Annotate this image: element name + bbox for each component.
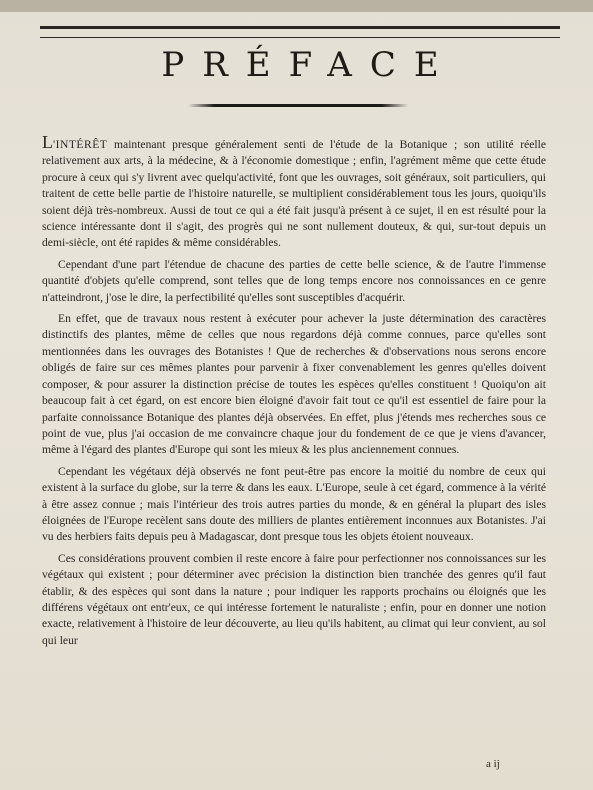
page-top-edge (0, 0, 593, 12)
lead-word: 'INTÉRÊT (53, 138, 108, 151)
paragraph-3: En effet, que de travaux nous restent à exécuter pour achever la juste détermination des caractères distinctifs des plantes, même de celles que nous regardons déjà comme connues, parce qu'elles sont mentionnées dans les ouvrages des Botanistes ! Que de recherches & d'observations nous serons encore obligés de faire sur ces mêmes plantes pour parvenir à fixer convenablement les genres qu'elles doivent composer, & pour assurer la distinction précise de toutes les espèces qu'elles constituent ! Quoiqu'on ait beaucoup fait à cet égard, on est encore bien éloigné d'avoir fait tout ce qu'il est essentiel de faire pour la parfaite connoissance Botanique des plantes déjà observées. En effet, plus j'étends mes recherches sous ce point de vue, plus j'ai occasion de me convaincre chaque jour du fondement de ce que je viens d'avancer, même à l'égard des plantes d'Europe qui sont les mieux & les plus anciennement connues. (42, 312, 546, 457)
paragraph-1-text: maintenant presque généralement senti de l'étude de la Botanique ; son utilité réelle relativement aux arts, à la médecine, & à l'économie domestique ; enfin, l'agrément même que cette étude procure à ceux qui s'y livrent avec quelqu'activité, font que les ouvrages, soit généraux, soit particuliers, qui traitent de cette belle partie de l'histoire naturelle, se multiplient considérablement tous les jours, quoiqu'ils soient déjà très-nombreux. Aussi de tout ce qui a été fait jusqu'à présent à ce sujet, il en est résulté pour la science intéressante dont il s'agit, des progrès qui ne sont nullement douteux, & qui, sur-tout depuis un demi-siècle, ont été rapides & même considérables. (42, 138, 546, 250)
lead-letter: L (42, 132, 53, 152)
title-ornament-rule (188, 104, 408, 107)
page-title: PRÉFACE (161, 45, 457, 85)
paragraph-5: Ces considérations prouvent combien il reste encore à faire pour perfectionner nos connoissances sur les végétaux qui existent ; pour déterminer avec précision la distinction bien tranchée des genres qu'il faut établir, & des espèces qui sont dans la nature ; pour indiquer les rapports prochains ou éloignés que les différens végétaux ont entr'eux, ce qui intéresse fortement le naturaliste ; enfin, pour en donner une notion exacte, relativement à l'histoire de leur découverte, au lieu qu'ils habitent, au climat qui leur convient, au sol qui leur (42, 551, 546, 647)
paragraph-2: Cependant d'une part l'étendue de chacune des parties de cette belle science, & de l'autre l'immense quantité d'objets qu'elle comprend, sont telles que de long temps encore nos connoissances en ce genre n'atteindront, j'ose le dire, la perfectibilité qu'elles sont susceptibles d'acquérir. (42, 257, 546, 304)
body-text (42, 132, 546, 654)
signature-mark: a ij (486, 758, 500, 770)
paragraph-1 (42, 132, 546, 252)
paragraph-4: Cependant les végétaux déjà observés ne font peut-être pas encore la moitié du nombre de ceux qui existent à la surface du globe, sur la terre & dans les eaux. L'Europe, seule à cet égard, commence à la vérité à être assez connue ; mais l'intérieur des trois autres parties du monde, & en général la plupart des isles éloignées de l'Europe recèlent sans doute des milliers de plantes entièrement inconnues aux Botanistes. J'ai vu des herbiers faits depuis peu à Madagascar, dont presque tous les objets étoient nouveaux. (42, 464, 546, 544)
header-double-rule (40, 26, 560, 38)
